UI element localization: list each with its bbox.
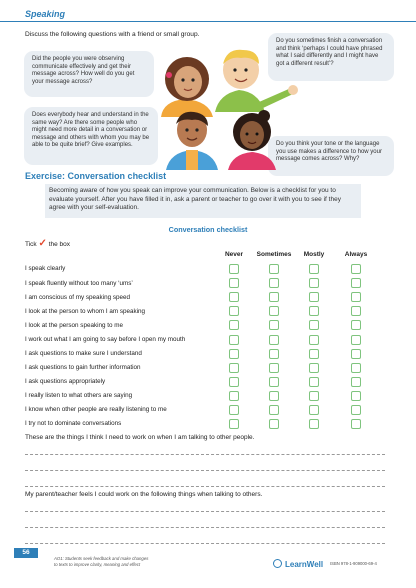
writing-line[interactable] <box>25 511 385 512</box>
row-label: I ask questions to make sure I understand <box>25 350 142 357</box>
checkbox-always[interactable] <box>351 306 361 316</box>
checkbox-mostly[interactable] <box>309 306 319 316</box>
tick-suffix: the box <box>48 241 71 248</box>
column-always: Always <box>344 251 368 258</box>
checkbox-always[interactable] <box>351 349 361 359</box>
checkbox-never[interactable] <box>229 377 239 387</box>
work-on-prompt: These are the things I think I need to work on when I am talking to other people. <box>25 434 255 441</box>
row-label: I know when other people are really listening to me <box>25 406 167 413</box>
checkbox-sometimes[interactable] <box>269 419 279 429</box>
checkbox-mostly[interactable] <box>309 349 319 359</box>
speech-bubble-2: Do you sometimes finish a conversation and think ‘perhaps I could have phrased what I said differently and I might have got a different result’? <box>268 33 394 81</box>
checkbox-mostly[interactable] <box>309 419 319 429</box>
exercise-title <box>25 171 166 181</box>
checkbox-sometimes[interactable] <box>269 349 279 359</box>
row-label: I try not to dominate conversations <box>25 420 122 427</box>
checkbox-sometimes[interactable] <box>269 363 279 373</box>
speech-bubble-4: Do you think your tone or the language you use makes a difference to how your message comes across? Why? <box>268 136 394 176</box>
row-label: I look at the person to whom I am speaking <box>25 308 146 315</box>
writing-line[interactable] <box>25 454 385 455</box>
illustration-girl-left <box>155 55 221 117</box>
exercise-instructions: Becoming aware of how you speak can improve your communication. Below is a checklist for you to evaluate yourself. After you have filled it in, ask a parent or teacher to go over it with you to see if they agree with your self-evaluation. <box>45 184 361 218</box>
illustration-boy-right <box>213 48 299 112</box>
writing-line[interactable] <box>25 543 385 544</box>
column-sometimes: Sometimes <box>256 251 292 258</box>
page-number: 56 <box>14 548 38 558</box>
row-label: I ask questions appropriately <box>25 378 106 385</box>
footer-note: AO1: Students seek feedback and make changes to texts to improve clarity, meaning and effect <box>54 556 149 567</box>
checkbox-sometimes[interactable] <box>269 405 279 415</box>
checkbox-always[interactable] <box>351 278 361 288</box>
row-label: I really listen to what others are saying <box>25 392 133 399</box>
page-header <box>0 0 416 22</box>
checkbox-mostly[interactable] <box>309 391 319 401</box>
tick-icon: ✓ <box>38 238 47 249</box>
checklist-title: Conversation checklist <box>168 225 248 234</box>
learnwell-icon <box>273 559 282 568</box>
row-label: I look at the person speaking to me <box>25 322 124 329</box>
checkbox-mostly[interactable] <box>309 405 319 415</box>
intro-text: Discuss the following questions with a friend or small group. <box>25 31 200 38</box>
column-mostly: Mostly <box>303 251 325 258</box>
checkbox-sometimes[interactable] <box>269 391 279 401</box>
checkbox-sometimes[interactable] <box>269 377 279 387</box>
checkbox-mostly[interactable] <box>309 335 319 345</box>
writing-line[interactable] <box>25 486 385 487</box>
header-rule <box>0 21 416 22</box>
illustration-boy-left <box>160 110 228 170</box>
logo-text: LearnWell <box>285 560 324 569</box>
checkbox-never[interactable] <box>229 335 239 345</box>
section-title: Speaking <box>25 9 66 19</box>
checkbox-never[interactable] <box>229 320 239 330</box>
checkbox-never[interactable] <box>229 349 239 359</box>
checkbox-sometimes[interactable] <box>269 292 279 302</box>
checkbox-never[interactable] <box>229 292 239 302</box>
checkbox-always[interactable] <box>351 320 361 330</box>
checkbox-mostly[interactable] <box>309 278 319 288</box>
row-label: I am conscious of my speaking speed <box>25 294 131 301</box>
checkbox-sometimes[interactable] <box>269 264 279 274</box>
checkbox-never[interactable] <box>229 264 239 274</box>
checkbox-mostly[interactable] <box>309 363 319 373</box>
checkbox-always[interactable] <box>351 292 361 302</box>
tick-prefix: Tick <box>25 241 37 248</box>
checkbox-always[interactable] <box>351 419 361 429</box>
checkbox-never[interactable] <box>229 405 239 415</box>
publisher-logo <box>273 559 323 569</box>
checkbox-mostly[interactable] <box>309 320 319 330</box>
checkbox-always[interactable] <box>351 391 361 401</box>
tick-instruction <box>25 238 70 249</box>
checkbox-never[interactable] <box>229 278 239 288</box>
writing-line[interactable] <box>25 527 385 528</box>
row-label: I speak fluently without too many ‘ums’ <box>25 280 133 287</box>
illustration-girl-right <box>224 110 280 170</box>
checkbox-never[interactable] <box>229 419 239 429</box>
row-label: I work out what I am going to say before I open my mouth <box>25 336 186 343</box>
checkbox-always[interactable] <box>351 264 361 274</box>
checkbox-sometimes[interactable] <box>269 320 279 330</box>
parent-teacher-prompt: My parent/teacher feels I could work on the following things when talking to others. <box>25 491 263 498</box>
checkbox-sometimes[interactable] <box>269 278 279 288</box>
checkbox-always[interactable] <box>351 335 361 345</box>
checkbox-always[interactable] <box>351 377 361 387</box>
exercise-label: Exercise: <box>25 171 66 181</box>
checkbox-mostly[interactable] <box>309 264 319 274</box>
speech-bubble-1: Did the people you were observing communicate effectively and get their message across? How well do you get your message across? <box>24 51 154 97</box>
writing-line[interactable] <box>25 470 385 471</box>
isbn: ISBN 978-1-909000-69-4 <box>330 561 377 566</box>
row-label: I speak clearly <box>25 265 66 272</box>
checkbox-always[interactable] <box>351 363 361 373</box>
checkbox-never[interactable] <box>229 306 239 316</box>
checkbox-sometimes[interactable] <box>269 306 279 316</box>
row-label: I ask questions to gain further information <box>25 364 141 371</box>
speech-bubble-3: Does everybody hear and understand in the same way? Are there some people who might need more detail in a conversation or message and others with whom you may be able to be quite brief? Give examples. <box>24 107 158 165</box>
checkbox-mostly[interactable] <box>309 292 319 302</box>
checkbox-sometimes[interactable] <box>269 335 279 345</box>
checkbox-always[interactable] <box>351 405 361 415</box>
checkbox-never[interactable] <box>229 391 239 401</box>
column-never: Never <box>224 251 244 258</box>
checkbox-never[interactable] <box>229 363 239 373</box>
checkbox-mostly[interactable] <box>309 377 319 387</box>
exercise-name: Conversation checklist <box>67 171 167 181</box>
